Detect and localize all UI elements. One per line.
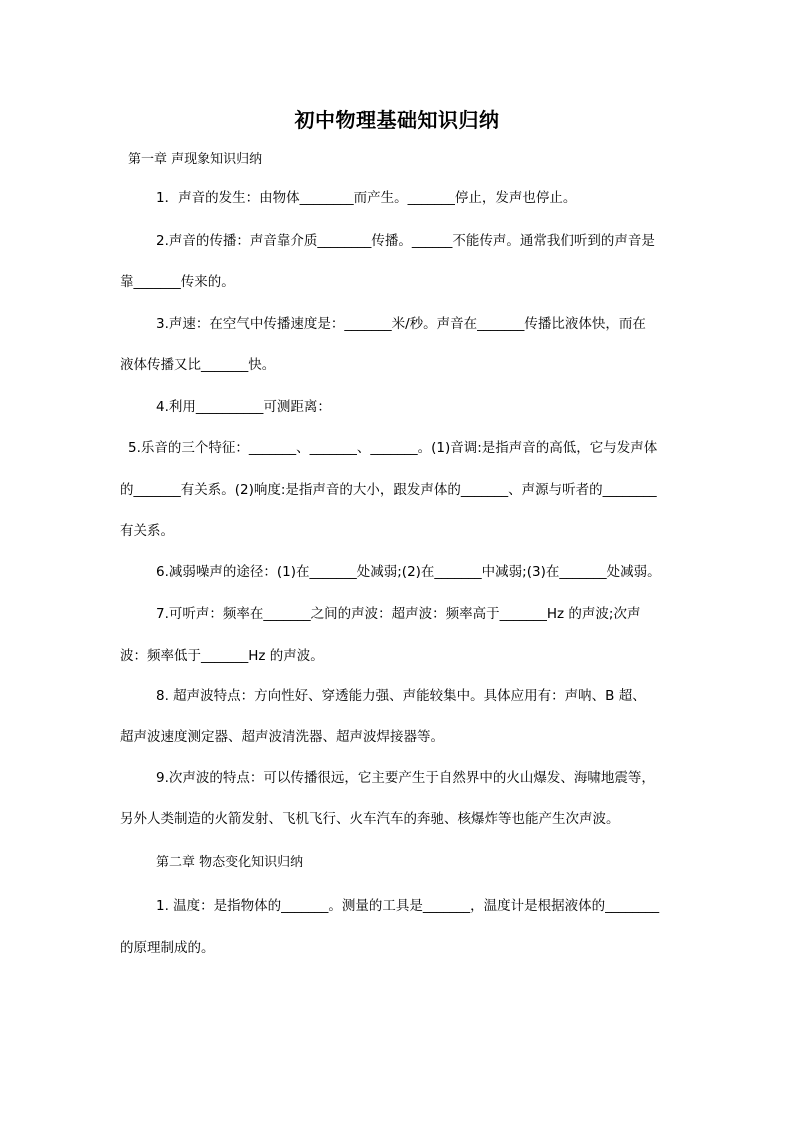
paragraph-line: 液体传播又比_______快。 (120, 357, 276, 373)
paragraph-line: 7.可听声：频率在_______之间的声波：超声波：频率高于_______Hz 的声波;次声 (156, 606, 641, 622)
paragraph-line: 波：频率低于_______Hz 的声波。 (120, 648, 324, 664)
page-title: 初中物理基础知识归纳 (294, 108, 500, 132)
chapter-heading-1: 第一章 声现象知识归纳 (128, 152, 263, 167)
paragraph-line: 5.乐音的三个特征：_______、_______、_______。(1)音调:是指声音的高低，它与发声体 (128, 440, 658, 456)
paragraph-line: 的原理制成的。 (120, 940, 215, 956)
paragraph-line: 超声波速度测定器、超声波清洗器、超声波焊接器等。 (120, 729, 444, 745)
paragraph-line: 1．声音的发生：由物体________而产生。_______停止，发声也停止。 (156, 190, 577, 206)
paragraph-line: 另外人类制造的火箭发射、飞机飞行、火车汽车的奔驰、核爆炸等也能产生次声波。 (120, 811, 620, 827)
paragraph-line: 2.声音的传播：声音靠介质________传播。______不能传声。通常我们听到的声音是 (156, 233, 655, 249)
paragraph-line: 有关系。 (120, 523, 174, 539)
paragraph-line: 4.利用__________可测距离： (156, 399, 331, 415)
paragraph-line: 9.次声波的特点：可以传播很远，它主要产生于自然界中的火山爆发、海啸地震等， (156, 770, 655, 786)
paragraph-line: 3.声速：在空气中传播速度是：_______米/秒。声音在_______传播比液体快，而在 (156, 316, 646, 332)
paragraph-line: 8. 超声波特点：方向性好、穿透能力强、声能较集中。具体应用有：声呐、B 超、 (156, 688, 646, 704)
chapter-heading-2: 第二章 物态变化知识归纳 (156, 855, 304, 870)
paragraph-line: 1. 温度：是指物体的_______。测量的工具是_______，温度计是根据液体的________ (156, 898, 660, 914)
paragraph-line: 6.减弱噪声的途径：(1)在_______处减弱;(2)在_______中减弱;(3)在_______处减弱。 (156, 564, 661, 580)
paragraph-line: 的_______有关系。(2)响度:是指声音的大小，跟发声体的_______、声源与听者的________ (120, 482, 657, 498)
paragraph-line: 靠_______传来的。 (120, 274, 235, 290)
